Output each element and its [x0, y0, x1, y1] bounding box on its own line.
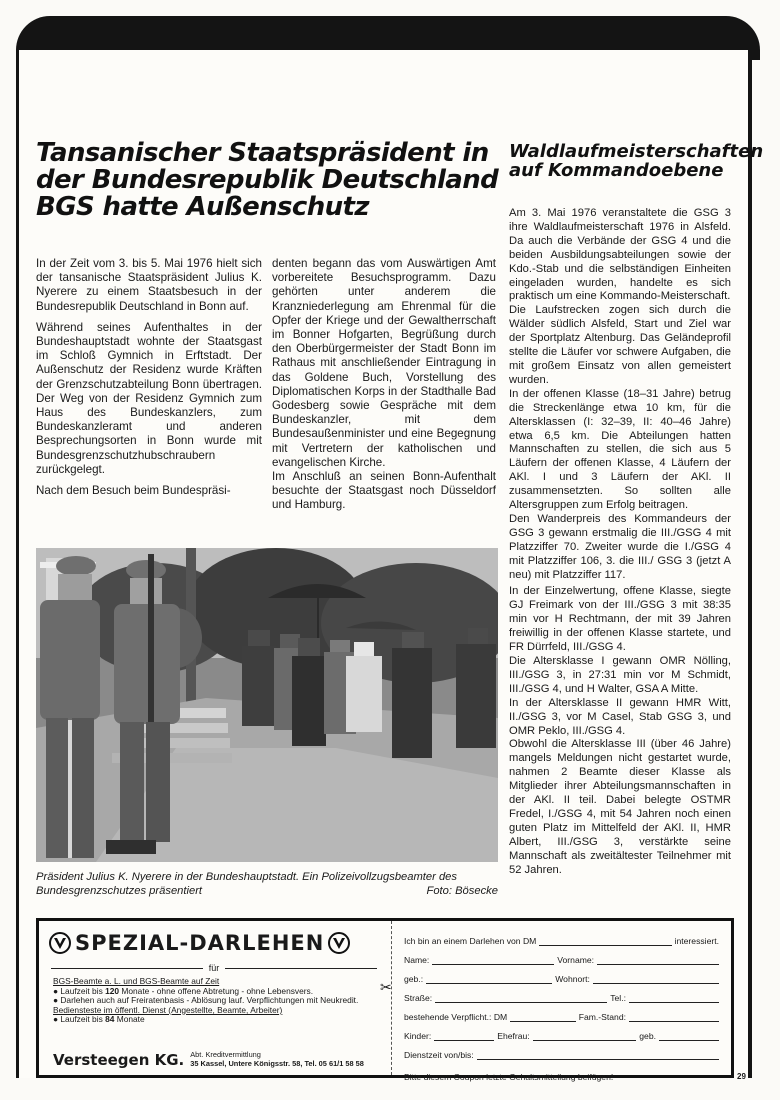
- coupon-label: Ehefrau:: [497, 1031, 530, 1041]
- ad-group1-line2: ● Darlehen auch auf Freiratenbasis - Ablösung lauf. Verpflichtungen mit Neukredit.: [53, 995, 359, 1006]
- ad-title-text: SPEZIAL-DARLEHEN: [75, 931, 325, 955]
- company-sub: Abt. Kreditvermittlung: [190, 1050, 261, 1060]
- paragraph: Im Anschluß an seinen Bonn-Aufenthalt besuchte der Staatsgast noch Düsseldorf und Hamburg.: [272, 470, 496, 512]
- company-address-block: [190, 1051, 364, 1068]
- photo-credit: Foto: Bösecke: [426, 885, 498, 897]
- ad-title: [49, 931, 350, 955]
- wohnort-field[interactable]: [593, 974, 719, 984]
- v-logo-icon: [328, 932, 350, 954]
- kinder-field[interactable]: [434, 1031, 494, 1041]
- coupon-label: geb.: [639, 1031, 656, 1041]
- text-fragment: ● Laufzeit bis: [53, 985, 106, 996]
- article-column-2: [272, 257, 496, 520]
- text-fragment: 84: [105, 1014, 115, 1025]
- tel-field[interactable]: [629, 993, 719, 1003]
- text-fragment: Monate - ohne offene Abtretung - ohne Lebensvers.: [119, 985, 314, 996]
- amount-field[interactable]: [539, 936, 671, 946]
- paragraph: Obwohl die Altersklasse III (über 46 Jahre) mangels Meldungen nicht gestartet wurde, nahmen 2 Beamte dieser Klasse als Mitglieder ihrer Abteilungsmannschaften in der AKl. II teil. Dabei belegte OSTMR Fredel, I./GSG 4, mit 54 Jahren noch einen guten Platz im Mittelfeld der AKl. II, HMR Albert, III./GSG 3, verstärkte seine Mannschaft als zweitältester Teilnehmer mit 52 Jahren.: [509, 738, 731, 876]
- coupon-row: [404, 984, 719, 1003]
- text-fragment: 120: [105, 985, 120, 996]
- coupon-label: Tel.:: [610, 993, 626, 1003]
- coupon-footer: Bitte diesem Coupon letzte Gehaltsmitteilung beifügen!: [404, 1072, 614, 1082]
- coupon-label: geb.:: [404, 974, 424, 984]
- paragraph: Die Laufstrecken zogen sich durch die Wälder südlich Alsfeld, Start und Ziel war der Sportplatz Altenburg. Das Geländeprofil stellte die Läufer vor schwere Aufgaben, die mit großem Einsatz von allen gemeistert wurden.: [509, 304, 731, 386]
- paragraph: Die Altersklasse I gewann OMR Nölling, III./GSG 3, in 27:31 min vor M Schmidt, III./GSG 4, und H Walter, GSA A Mitte.: [509, 655, 731, 695]
- divider: [51, 968, 203, 969]
- ehefrau-birthdate-field[interactable]: [659, 1031, 719, 1041]
- article-headline: Tansanischer Staatspräsident in der Bundesrepublik Deutschland BGS hatte Außenschutz: [36, 138, 499, 222]
- side-article-column: [509, 207, 731, 878]
- ad-group2-line: [53, 1015, 383, 1025]
- company-address: 35 Kassel, Untere Königsstr. 58, Tel. 05 61/1 58 58: [190, 1059, 364, 1068]
- paragraph: In der offenen Klasse (18–31 Jahre) betrug die Streckenlänge etwa 10 km, für die Altersklassen (I: 32–39, II: 40–46 Jahre) etwa 6,5 km. Die Abteilungen hatten Mannschaften zu stellen, die sich aus 5 Läufern der offenen Klasse, 4 Läufern der AKl. I und 3 Läufern der AKl. II zusammensetzten. So sollten alle Altersgruppen zum Erfolg beitragen.: [509, 387, 731, 512]
- ad-group2-heading: Bediensteste im öffentl. Dienst (Angestellte, Beamte, Arbeiter): [53, 1004, 283, 1015]
- paragraph: In der Altersklasse II gewann HMR Witt, II./GSG 3, vor M Casel, Stab GSG 3, und OMR Peklo, III./GSG 4.: [509, 696, 731, 737]
- ad-fuer: für: [208, 963, 220, 973]
- paragraph: In der Einzelwertung, offene Klasse, siegte GJ Freimark von der III./GSG 3 mit 38:35 min vor H Rechtmann, der mit 39 Jahren freiwillig in der offenen Klasse startete, und FR Dürrfeld, III./GSG 4.: [509, 585, 731, 654]
- coupon-label: Wohnort:: [555, 974, 590, 984]
- coupon-label: Straße:: [404, 993, 433, 1003]
- coupon-row: [404, 1041, 719, 1060]
- loan-advertisement: [36, 918, 734, 1082]
- coupon-form: [404, 927, 719, 1082]
- coupon-label: Fam.-Stand:: [578, 1012, 626, 1022]
- page-number: 29: [737, 1072, 746, 1081]
- ad-group1-heading: BGS-Beamte a. L. und BGS-Beamte auf Zeit: [53, 976, 220, 986]
- coupon-row: [404, 927, 719, 946]
- coupon-label: Ich bin an einem Darlehen von DM: [404, 936, 537, 946]
- coupon-row: [404, 1022, 719, 1041]
- birthdate-field[interactable]: [426, 974, 552, 984]
- caption-text: Präsident Julius K. Nyerere in der Bundeshauptstadt. Ein Polizeivollzugsbeamter des Bundesgrenzschutzes präsentiert: [36, 871, 458, 897]
- text-fragment: ● Laufzeit bis: [53, 1014, 106, 1025]
- photo-illustration: [36, 548, 498, 862]
- ehefrau-field[interactable]: [533, 1031, 637, 1041]
- coupon: [391, 921, 731, 1082]
- coupon-label: Dienstzeit von/bis:: [404, 1050, 474, 1060]
- obligations-field[interactable]: [510, 1012, 576, 1022]
- paragraph: Am 3. Mai 1976 veranstaltete die GSG 3 ihre Waldlaufmeisterschaft 1976 in Alsfeld. Da auch die Verbände der GSG 4 und die beiden Ausbildungsabteilungen sowie der Kdo.-Stab und die selbständigen Einheiten eingeladen wurden, handelte es sich praktisch um eine Kommando-Meisterschaft.: [509, 207, 731, 303]
- ad-fuer-row: [51, 963, 377, 973]
- street-field[interactable]: [435, 993, 607, 1003]
- coupon-label: Vorname:: [557, 955, 595, 965]
- v-logo-icon: [49, 932, 71, 954]
- coupon-row: [404, 1003, 719, 1022]
- ad-left-panel: [39, 921, 389, 1075]
- coupon-row: [404, 1060, 719, 1082]
- paragraph: Während seines Aufenthaltes in der Bundeshauptstadt wohnte der Staatsgast im Schloß Gymnich in Erftstadt. Der Außenschutz der Residenz wurde Kräften der Grenzschutzabteilung Bonn übertragen. Der Weg von der Residenz Gymnich zum Haus des Bundeskanzlers, zum Bundeskanzleramt und anderen Besprechungsorten in Bonn wurde mit Bundesgrenzschutzhubschraubern zurückgelegt.: [36, 320, 262, 476]
- paragraph: In der Zeit vom 3. bis 5. Mai 1976 hielt sich der tansanische Staatspräsident Julius K. Nyerere zu einem Staatsbesuch in der Bundesrepublik Deutschland in Bonn auf.: [36, 257, 262, 313]
- article-photo: [36, 548, 498, 862]
- photo-caption: [36, 870, 498, 898]
- name-field[interactable]: [432, 955, 554, 965]
- famstand-field[interactable]: [629, 1012, 719, 1022]
- divider: [225, 968, 377, 969]
- text-fragment: Monate: [114, 1014, 145, 1025]
- dienstzeit-field[interactable]: [477, 1050, 719, 1060]
- coupon-row: [404, 965, 719, 984]
- coupon-label: interessiert.: [674, 936, 719, 946]
- coupon-label: bestehende Verpflicht.: DM: [404, 1012, 508, 1022]
- coupon-row: [404, 946, 719, 965]
- ad-details: [53, 977, 383, 1025]
- coupon-label: Name:: [404, 955, 430, 965]
- paragraph: Nach dem Besuch beim Bundespräsi-: [36, 484, 231, 498]
- article-column-1: [36, 257, 262, 505]
- coupon-label: Kinder:: [404, 1031, 432, 1041]
- paragraph: Den Wanderpreis des Kommandeurs der GSG 3 gewann erstmalig die III./GSG 4 mit Platzziffer 70. Zweiter wurde die I./GSG 4 mit Platzziffer 106, 3. die III./ GSG 3 (jetzt A neu) mit Platzziffer 117.: [509, 512, 731, 581]
- scissors-icon: ✂: [380, 979, 392, 995]
- vorname-field[interactable]: [597, 955, 719, 965]
- ad-company: [53, 1051, 364, 1069]
- company-name: Versteegen KG.: [53, 1051, 185, 1069]
- side-article-headline: Waldlaufmeisterschaften auf Kommandoebene: [509, 141, 764, 181]
- paragraph: denten begann das vom Auswärtigen Amt vorbereitete Besuchsprogramm. Dazu gehörten unter anderem die Kranzniederlegung am Ehrenmal für die Opfer der Kriege und der Gewaltherrschaft im Bonner Hofgarten, Begrüßung durch den Oberbürgermeister der Stadt Bonn im Rathaus mit anschließender Eintragung in das Goldene Buch, Vorstellung des Diplomatischen Korps in der Stadthalle Bad Godesberg sowie Gespräche mit dem Bundeskanzler, mit dem Bundesaußenminister und eine Begegnung mit Vertretern der katholischen und evangelischen Kirche.: [272, 257, 496, 469]
